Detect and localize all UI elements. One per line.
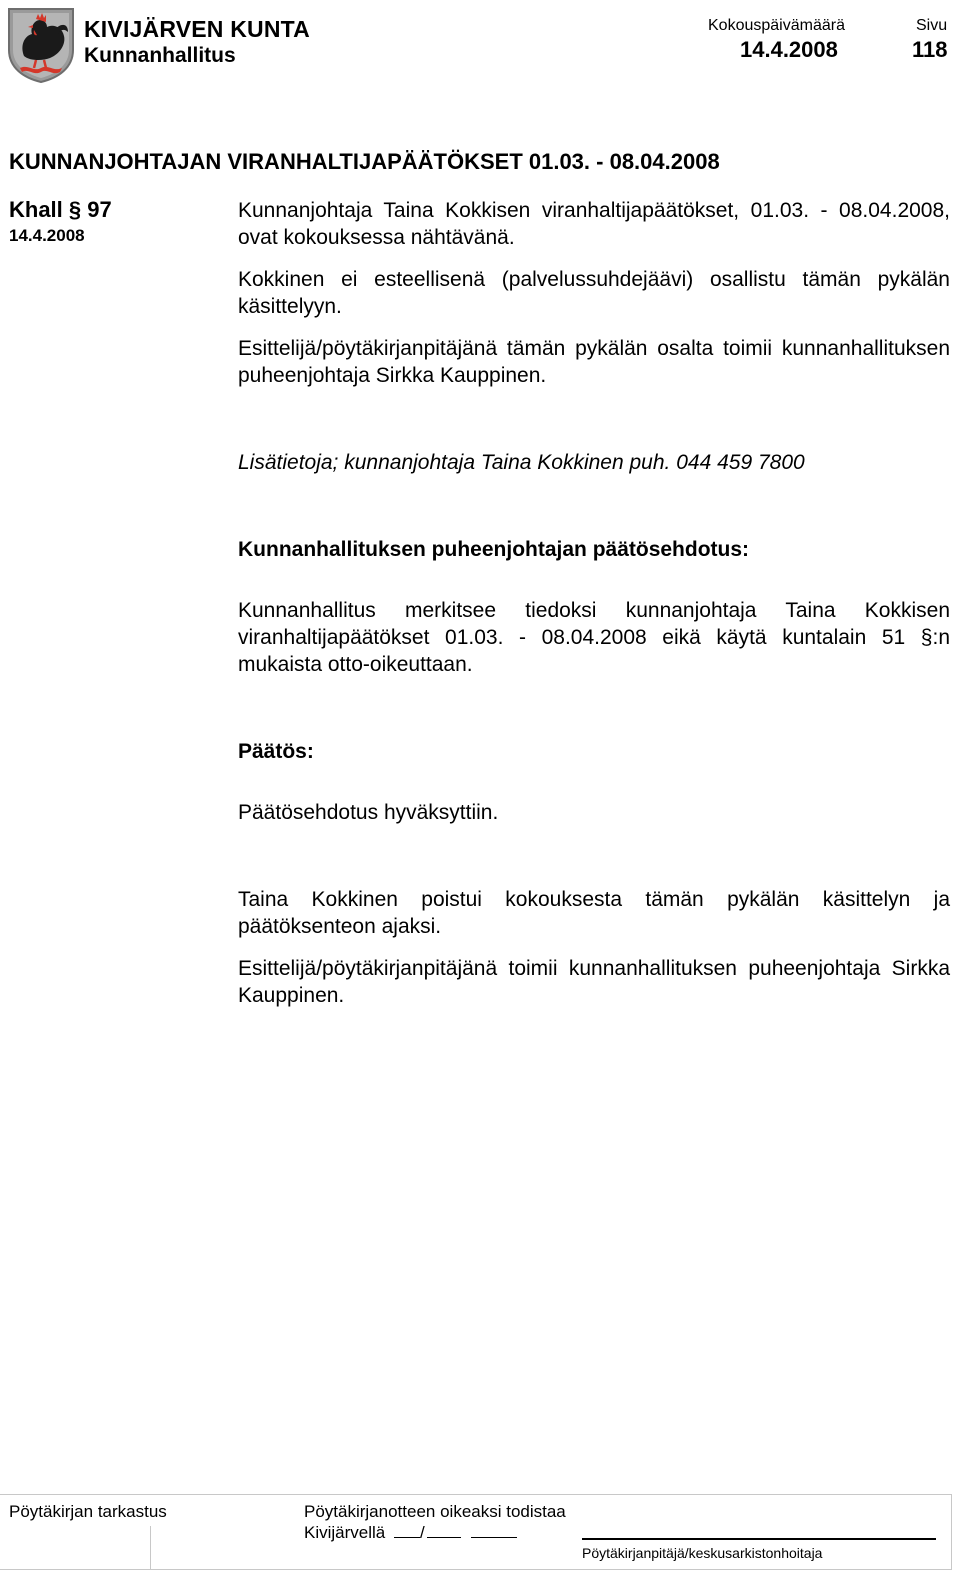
paragraph-date: 14.4.2008: [9, 226, 85, 245]
proposal-text: Kunnanhallitus merkitsee tiedoksi kunnanjohtaja Taina Kokkisen viranhaltijapäätökset 01.03. - 08.04.2008 eikä käytä kuntalain 51 §:n mukaista otto-oikeuttaan.: [238, 599, 950, 676]
footer-divider-right: [951, 1494, 952, 1570]
org-department: Kunnanhallitus: [84, 44, 236, 67]
footer-divider-top: [0, 1494, 952, 1495]
section-heading: KUNNANJOHTAJAN VIRANHALTIJAPÄÄTÖKSET 01.03. - 08.04.2008: [9, 149, 720, 174]
year-blank: [471, 1523, 517, 1538]
signer-role: Pöytäkirjanpitäjä/keskusarkistonhoitaja: [582, 1545, 823, 1561]
decision-text: Päätösehdotus hyväksyttiin.: [238, 801, 499, 824]
footer-place-date: [304, 1523, 517, 1543]
note-paragraph-1: Taina Kokkinen poistui kokouksesta tämän pykälän käsittelyn ja päätöksenteon ajaksi.: [238, 888, 950, 938]
org-name: KIVIJÄRVEN KUNTA: [84, 16, 310, 42]
proposal-heading: Kunnanhallituksen puheenjohtajan päätösehdotus:: [238, 538, 750, 561]
body-text: [238, 197, 950, 1009]
page-label: Sivu: [916, 17, 948, 34]
body-paragraph-2: Kokkinen ei esteellisenä (palvelussuhdejäävi) osallistu tämän pykälän käsittelyyn.: [238, 268, 950, 318]
month-blank: [427, 1523, 461, 1538]
footer-place: Kivijärvellä: [304, 1523, 386, 1542]
footer-divider-middle: [150, 1526, 151, 1570]
signature-line: [582, 1538, 936, 1540]
body-paragraph-1: Kunnanjohtaja Taina Kokkisen viranhaltijapäätökset, 01.03. - 08.04.2008, ovat kokouksessa nähtävänä.: [238, 199, 950, 249]
decision-heading: Päätös:: [238, 740, 314, 763]
note-paragraph-2: Esittelijä/pöytäkirjanpitäjänä toimii kunnanhallituksen puheenjohtaja Sirkka Kauppinen.: [238, 957, 950, 1007]
meeting-date-label: Kokouspäivämäärä: [708, 17, 845, 34]
paragraph-id: Khall § 97: [9, 197, 112, 222]
coat-of-arms-icon: [6, 6, 76, 84]
info-line: Lisätietoja; kunnanjohtaja Taina Kokkinen puh. 044 459 7800: [238, 451, 805, 474]
footer-certify-label: Pöytäkirjanotteen oikeaksi todistaa: [304, 1502, 566, 1521]
footer-check-label: Pöytäkirjan tarkastus: [9, 1502, 167, 1521]
footer-slash: /: [419, 1523, 425, 1542]
page-footer: [0, 1494, 952, 1570]
body-paragraph-3: Esittelijä/pöytäkirjanpitäjänä tämän pykälän osalta toimii kunnanhallituksen puheenjohtaja Sirkka Kauppinen.: [238, 337, 950, 387]
footer-divider-bottom: [0, 1569, 952, 1570]
meeting-date: 14.4.2008: [740, 37, 838, 62]
day-blank: [394, 1523, 420, 1538]
page-number: 118: [912, 37, 948, 62]
